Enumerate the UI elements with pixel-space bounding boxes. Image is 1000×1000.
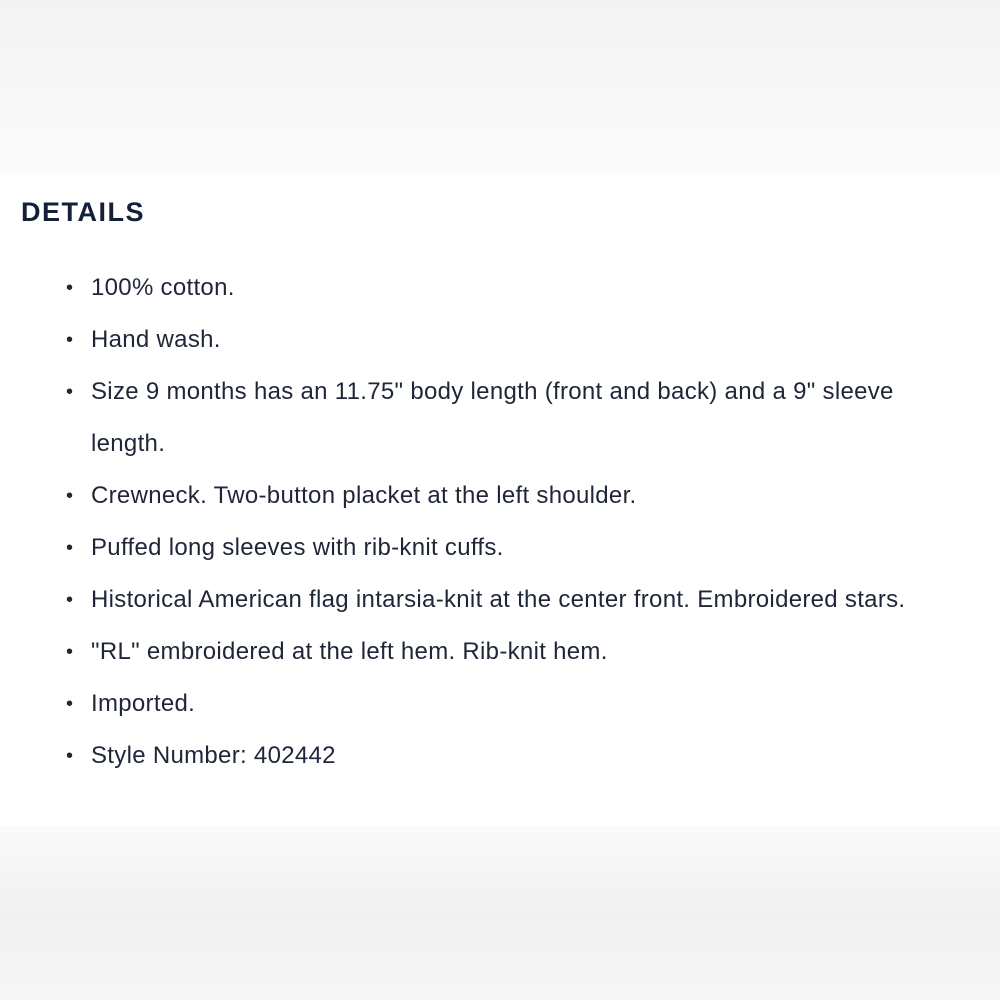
details-item-origin [0, 678, 1000, 730]
bullet-icon: • [66, 381, 74, 403]
details-item-size [0, 366, 1000, 470]
details-item-text: 100% cotton. [91, 274, 235, 301]
details-item-neckline [0, 470, 1000, 522]
bullet-icon: • [66, 485, 74, 507]
details-item-flag [0, 574, 1000, 626]
details-item-text: Imported. [91, 690, 196, 717]
bullet-icon: • [66, 641, 74, 663]
blurred-bottom-background [0, 826, 1000, 1000]
blurred-top-background [0, 0, 1000, 175]
details-panel [0, 175, 1000, 826]
details-item-text: "RL" embroidered at the left hem. Rib-knit hem. [91, 638, 608, 665]
bullet-icon: • [66, 277, 74, 299]
bullet-icon: • [66, 693, 74, 715]
details-item-hem [0, 626, 1000, 678]
details-item-style-number [0, 730, 1000, 782]
details-item-fabric [0, 262, 1000, 314]
bullet-icon: • [66, 537, 74, 559]
details-item-text: Crewneck. Two-button placket at the left shoulder. [91, 482, 637, 509]
details-item-text: Puffed long sleeves with rib-knit cuffs. [91, 534, 504, 561]
details-item-text: Style Number: 402442 [91, 742, 336, 769]
bullet-icon: • [66, 329, 74, 351]
bullet-icon: • [66, 745, 74, 767]
details-heading: DETAILS [21, 197, 145, 227]
bullet-icon: • [66, 589, 74, 611]
details-list [0, 262, 1000, 782]
details-item-text: Size 9 months has an 11.75" body length (front and back) and a 9" sleeve length. [91, 378, 894, 457]
details-item-sleeves [0, 522, 1000, 574]
details-item-care [0, 314, 1000, 366]
details-item-text: Historical American flag intarsia-knit at the center front. Embroidered stars. [91, 586, 906, 613]
details-item-text: Hand wash. [91, 326, 221, 353]
